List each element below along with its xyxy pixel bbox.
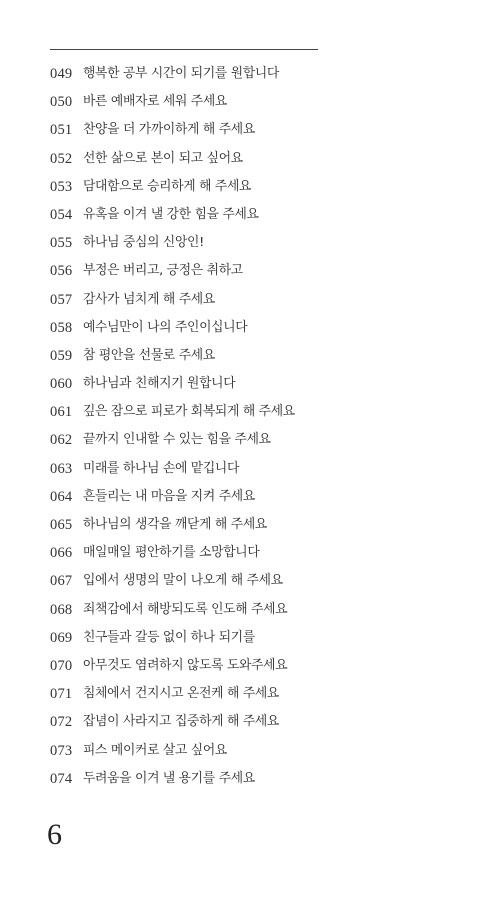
toc-entry-number: 059 <box>50 347 73 364</box>
toc-entry <box>50 765 470 793</box>
toc-entry-number: 050 <box>50 94 73 111</box>
toc-entry-number: 055 <box>50 235 73 252</box>
toc-entry-title: 깊은 잠으로 피로가 회복되게 해 주세요 <box>83 404 295 420</box>
toc-entry-number: 058 <box>50 319 73 336</box>
toc-entry <box>50 737 470 765</box>
toc-entry-number: 054 <box>50 206 73 223</box>
toc-entry <box>50 286 470 314</box>
toc-entry <box>50 539 470 567</box>
toc-entry-title: 매일매일 평안하기를 소망합니다 <box>83 545 260 561</box>
toc-entry-number: 061 <box>50 404 73 421</box>
toc-entry <box>50 370 470 398</box>
toc-entry-title: 잡념이 사라지고 집중하게 해 주세요 <box>83 714 279 730</box>
toc-entry <box>50 173 470 201</box>
toc-entry-title: 담대함으로 승리하게 해 주세요 <box>83 178 252 194</box>
toc-entry <box>50 60 470 88</box>
top-rule <box>50 49 318 50</box>
toc-entry-title: 죄책감에서 해방되도록 인도해 주세요 <box>83 601 288 617</box>
toc-entry-title: 감사가 넘치게 해 주세요 <box>83 291 215 307</box>
toc-entry-number: 053 <box>50 178 73 195</box>
toc-entry <box>50 483 470 511</box>
toc-entry-title: 아무것도 염려하지 않도록 도와주세요 <box>83 657 288 673</box>
toc-entry <box>50 652 470 680</box>
toc-entry <box>50 257 470 285</box>
toc-entry-number: 060 <box>50 376 73 393</box>
toc-entry-title: 두려움을 이겨 낼 용기를 주세요 <box>83 770 255 786</box>
toc-entry-title: 흔들리는 내 마음을 지켜 주세요 <box>83 488 255 504</box>
toc-entry-number: 072 <box>50 714 73 731</box>
toc-entry-number: 049 <box>50 66 73 82</box>
toc-entry-title: 바른 예배자로 세워 주세요 <box>83 94 227 110</box>
toc-entry-number: 071 <box>50 686 73 703</box>
toc-entry-title: 행복한 공부 시간이 되기를 원합니다 <box>83 66 279 81</box>
toc-entry <box>50 398 470 426</box>
page-number: 6 <box>47 818 62 851</box>
toc-entry-title: 피스 메이커로 살고 싶어요 <box>83 742 227 758</box>
toc-entry-number: 065 <box>50 517 73 533</box>
toc-entry <box>50 314 470 342</box>
toc-entry <box>50 455 470 483</box>
toc-entry <box>50 201 470 229</box>
toc-entry-number: 066 <box>50 545 73 562</box>
toc-entry-title: 참 평안을 선물로 주세요 <box>83 347 215 363</box>
toc-entry-number: 064 <box>50 488 73 505</box>
toc-entry <box>50 88 470 116</box>
toc-entry-number: 068 <box>50 601 73 618</box>
toc-entry-title: 하나님의 생각을 깨닫게 해 주세요 <box>83 517 267 532</box>
toc-entry-title: 하나님과 친해지기 원합니다 <box>83 376 236 392</box>
toc-entry-title: 입에서 생명의 말이 나오게 해 주세요 <box>83 573 283 589</box>
toc-entry <box>50 624 470 652</box>
toc-entry-number: 069 <box>50 629 73 646</box>
toc-entry-number: 070 <box>50 657 73 674</box>
toc-entry <box>50 567 470 595</box>
toc-entry <box>50 596 470 624</box>
toc-entry <box>50 426 470 454</box>
toc-entry-title: 침체에서 건지시고 온전케 해 주세요 <box>83 686 279 702</box>
toc-entry-number: 051 <box>50 122 73 139</box>
toc-entry-title: 유혹을 이겨 낼 강한 힘을 주세요 <box>83 206 259 222</box>
toc-entry-number: 073 <box>50 742 73 759</box>
toc-entry-title: 끝까지 인내할 수 있는 힘을 주세요 <box>83 432 271 448</box>
toc-entry-title: 부정은 버리고, 긍정은 취하고 <box>83 263 243 279</box>
toc-entry <box>50 116 470 144</box>
toc-entry <box>50 229 470 257</box>
toc-entry <box>50 708 470 736</box>
toc-entry-number: 057 <box>50 291 73 308</box>
toc-entry-number: 056 <box>50 263 73 280</box>
toc-entry-number: 062 <box>50 432 73 449</box>
toc-entry-title: 예수님만이 나의 주인이십니다 <box>83 319 248 335</box>
toc-entry-title: 미래를 하나님 손에 맡깁니다 <box>83 460 240 476</box>
toc-entry-number: 067 <box>50 573 73 590</box>
toc-entry <box>50 680 470 708</box>
toc-entry <box>50 342 470 370</box>
toc-entry-title: 찬양을 더 가까이하게 해 주세요 <box>83 122 255 138</box>
toc-entry-title: 하나님 중심의 신앙인! <box>83 235 204 251</box>
toc-entry-title: 선한 삶으로 본이 되고 싶어요 <box>83 150 243 166</box>
toc-entry <box>50 145 470 173</box>
toc-entry-title: 친구들과 갈등 없이 하나 되기를 <box>83 629 255 645</box>
table-of-contents <box>50 60 470 793</box>
toc-entry-number: 052 <box>50 150 73 167</box>
toc-entry <box>50 511 470 539</box>
toc-entry-number: 074 <box>50 770 73 787</box>
toc-entry-number: 063 <box>50 460 73 477</box>
